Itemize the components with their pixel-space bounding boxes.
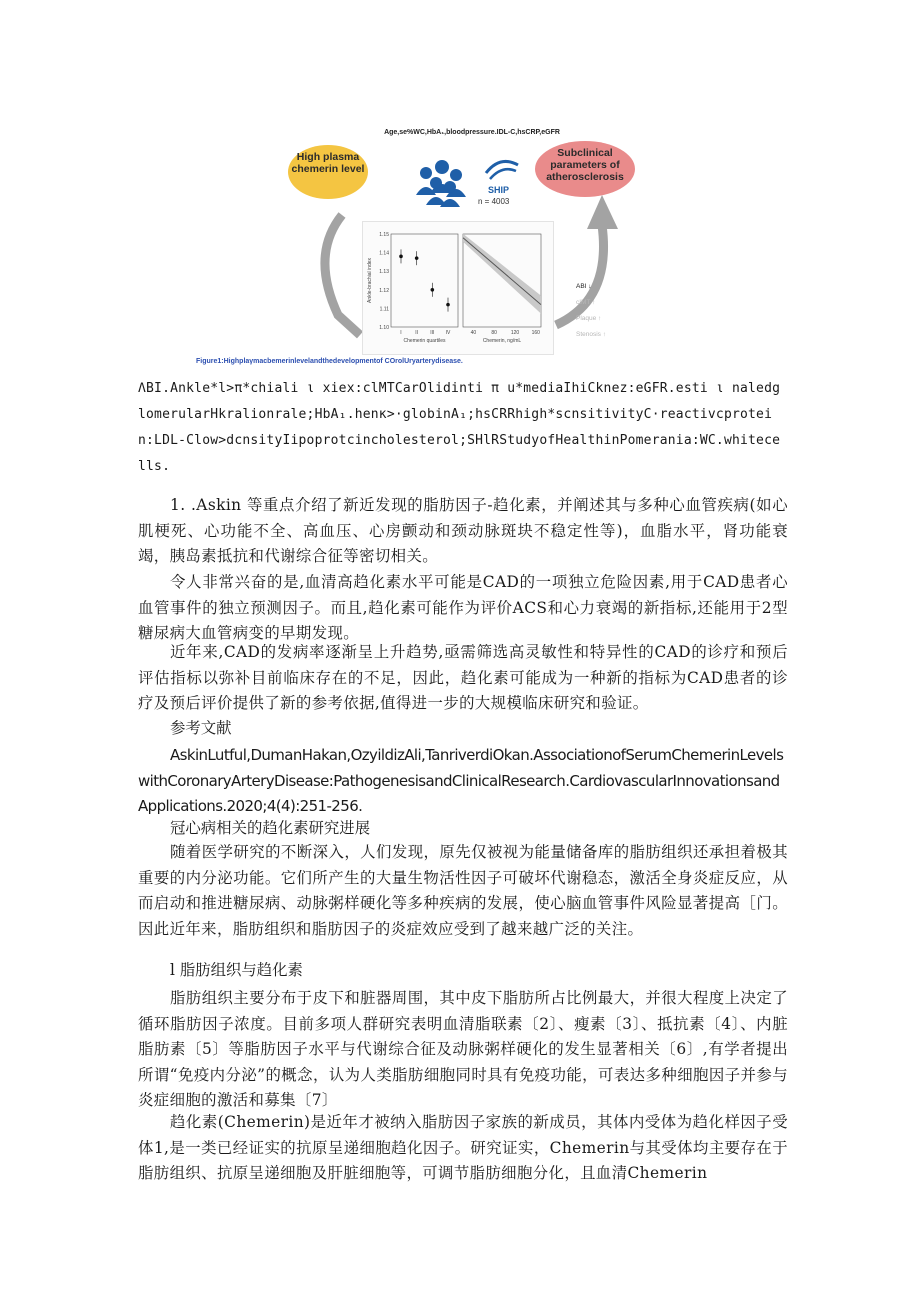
sample-size-label: n = 4003	[478, 197, 510, 206]
figure-graphical-abstract	[280, 125, 640, 355]
left-chart-point	[431, 288, 435, 292]
outcome-legend	[576, 279, 636, 343]
paragraph-askin-summary: 1. .Askin 等重点介绍了新近发现的脂肪因子-趋化素，并阐述其与多种心血管疾病(如心肌梗死、心功能不全、高血压、心房颤动和颈动脉斑块不稳定性等)，血脂水平，肾功能衰竭，胰岛素抵抗和代谢综合征等密切相关。	[138, 496, 788, 566]
left-chart-ytick: 1.15	[379, 232, 389, 238]
right-chart-trend-line	[463, 238, 541, 305]
paragraph-cad-outlook: 近年来,CAD的发病率逐渐呈上升趋势,亟需筛选高灵敏性和特异性的CAD的诊疗和预后评估指标以弥补目前临床存在的不足，因此，趋化素可能成为一种新的指标为CAD患者的诊疗及预后评价提供了新的参考依据,值得进一步的大规模临床研究和验证。	[138, 643, 788, 713]
left-chart-point	[446, 303, 450, 307]
ship-logo-text: SHIP	[488, 185, 510, 195]
left-chart-ytick: 1.11	[379, 306, 389, 313]
atherosclerosis-callout: Subclinical parameters of atherosclerosis	[535, 141, 635, 183]
abbreviations-note: ΛBI.Ankle*l>π*chiali ι xiex:clMTCarOlidinti π u*mediaIhiCknez:eGFR.esti ι naledglomerularHkralionrale;HbA₁.henκ>·globinA₁;hsCRRhigh*scnsitivityC·reactivcprotein:LDL-Clow>dcnsityIipoprotcincholesterol;SHlRStudyofHealthinPomerania:WC.whitecells.	[138, 381, 781, 474]
cohort-people-icon	[408, 145, 528, 215]
right-chart-xtick: 80	[491, 330, 497, 336]
right-chart-xtick: 40	[470, 330, 477, 336]
section-heading-adipose: l 脂肪组织与趋化素	[170, 961, 303, 979]
legend-item-stenosis: Stenosis ↑	[576, 331, 606, 338]
legend-item-abi: ABI ↓	[576, 283, 592, 290]
figure-caption: Figure1:Highplaγmacbemerinlevelandthedevelopmentof COrolUryarterydisease.	[196, 358, 463, 365]
chart-panel	[362, 221, 554, 355]
paragraph-adipose-intro: 随着医学研究的不断深入，人们发现，原先仅被视为能量储备库的脂肪组织还承担着极其重要的内分泌功能。它们所产生的大量生物活性因子可破坏代谢稳态，激活全身炎症反应，从而启动和推进糖尿病、动脉粥样硬化等多种疾病的发展，使心脑血管事件风险显著提高［门。因此近年来，脂肪组织和脂肪因子的炎症效应受到了越来越广泛的关注。	[138, 843, 788, 938]
left-chart-point	[399, 255, 403, 259]
left-chart-xlabel: Chemerin quartiles	[403, 338, 446, 344]
left-chart-ytick: 1.12	[379, 287, 389, 294]
left-chart-xtick: II	[415, 330, 419, 336]
figure-covariates-label: Age,se%WC,HbA₁,bloodpressure.IDL-C,hsCRP,eGFR	[384, 129, 560, 136]
left-chart-xtick: IV	[445, 330, 451, 336]
left-chart-xtick: III	[430, 330, 435, 336]
left-chart-ytick: 1.13	[379, 269, 389, 276]
right-chart-xtick: 120	[510, 330, 520, 336]
legend-item-plaque: Plaque ↑	[576, 315, 602, 322]
reference-entry: AskinLutful,DumanHakan,OzyildizAli,TanriverdiOkan.AssociationofSerumChemerinLevelswithCoronaryArteryDisease:PathogenesisandClinicalResearch.CardiovascularInnovationsandApplications.2020;4(4):251-256.	[138, 746, 784, 816]
left-chart-frame	[391, 234, 458, 327]
paragraph-chemerin-definition: 趋化素(Chemerin)是近年才被纳入脂肪因子家族的新成员，其体内受体为趋化样因子受体1,是一类已经证实的抗原呈递细胞趋化因子。研究证实，Chemerin与其受体均主要存在于脂肪组织、抗原呈递细胞及肝脏细胞等，可调节脂肪细胞分化，且血清Chemerin	[138, 1113, 788, 1183]
article-title: 冠心病相关的趋化素研究进展	[170, 819, 371, 837]
left-chart-ytick: 1.10	[379, 325, 389, 331]
references-heading: 参考文献	[170, 719, 232, 737]
left-chart-point	[415, 256, 419, 260]
legend-item-cimt: cIMT ↑	[576, 299, 596, 306]
paragraph-chemerin-risk: 令人非常兴奋的是,血清高趋化素水平可能是CAD的一项独立危险因素,用于CAD患者心血管事件的独立预测因子。而且,趋化素可能作为评价ACS和心力衰竭的新指标,还能用于2型糖尿病大血管病变的早期发现。	[138, 573, 788, 643]
left-chart-ylabel: Ankle-brachial index	[367, 257, 373, 304]
paragraph-adipose-distribution: 脂肪组织主要分布于皮下和脏器周围，其中皮下脂肪所占比例最大，并很大程度上决定了循环脂肪因子浓度。目前多项人群研究表明血清脂联素〔2〕、瘦素〔3〕、抵抗素〔4〕、内脏脂肪素〔5〕等脂肪因子水平与代谢综合征及动脉粥样硬化的发生显著相关〔6〕,有学者提出所谓“免疫内分泌”的概念，认为人类脂肪细胞同时具有免疫功能，可表达多种细胞因子并参与炎症细胞的激活和募集〔7〕	[138, 989, 788, 1110]
left-chart-xtick: I	[400, 330, 402, 336]
high-chemerin-callout: High plasma chemerin level	[286, 145, 370, 175]
right-chart-confidence-band	[463, 234, 541, 314]
right-chart-xtick: 160	[531, 330, 540, 336]
left-chart-ytick: 1.14	[379, 250, 389, 257]
chemerin-abi-charts	[363, 222, 553, 354]
right-chart-xlabel: Chemerin, ng/mL	[482, 338, 522, 344]
